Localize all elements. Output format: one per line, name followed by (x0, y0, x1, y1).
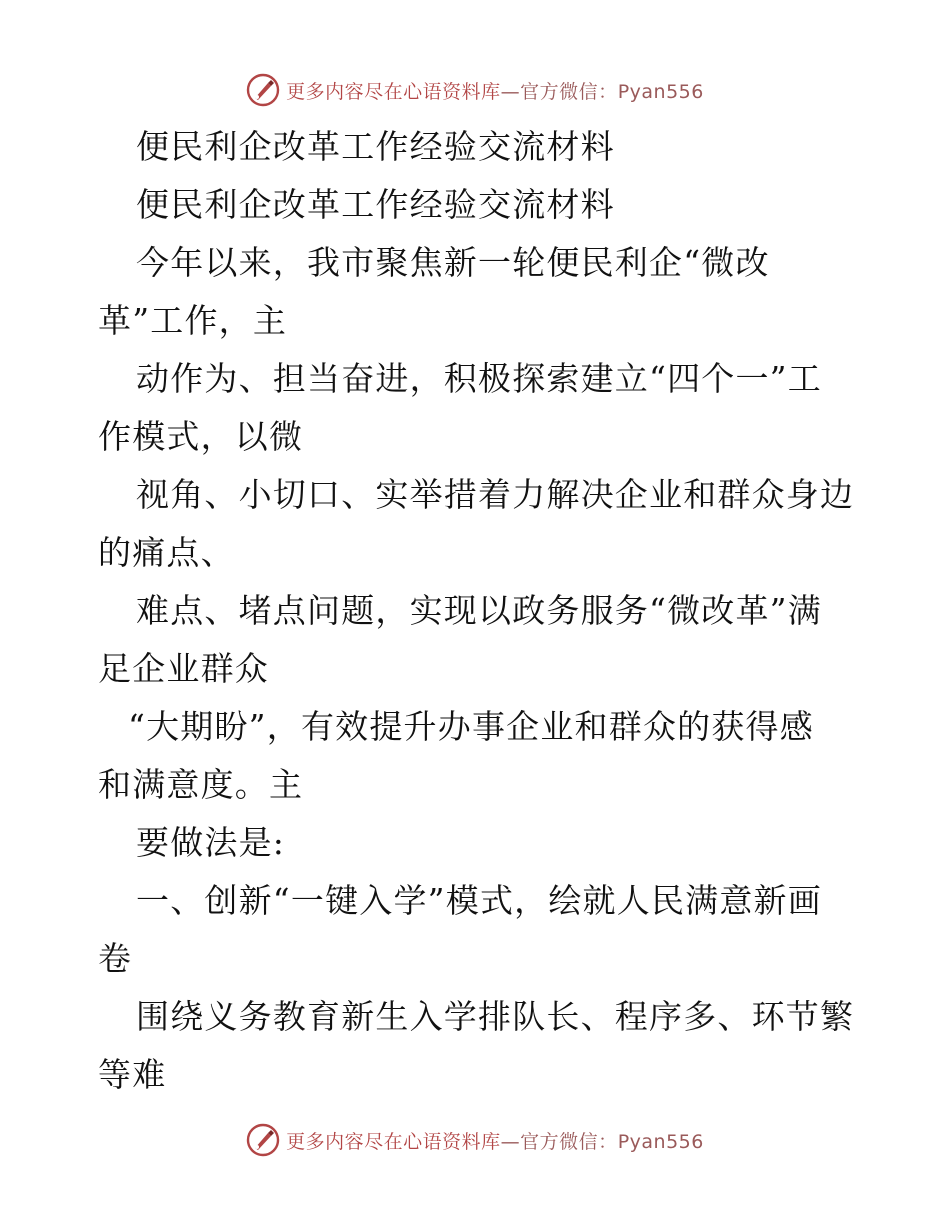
paragraph-line: 和满意度。主 (98, 765, 304, 804)
pen-seal-logo-icon (246, 1123, 280, 1157)
banner-text (286, 77, 704, 104)
doc-title-repeat: 便民利企改革工作经验交流材料 (136, 185, 615, 224)
banner-main-text: 更多内容尽在心语资料库 (286, 80, 501, 103)
pen-seal-logo-icon (246, 73, 280, 107)
section-heading: 一、创新“一键入学”模式，绘就人民满意新画 (136, 881, 822, 920)
paragraph-line: 革”工作，主 (98, 301, 288, 340)
paragraph-line: 动作为、担当奋进，积极探索建立“四个一”工 (136, 359, 822, 398)
document-body (98, 118, 858, 1104)
banner-wechat-label: 官方微信： (520, 1130, 618, 1153)
paragraph-line: 围绕义务教育新生入学排队长、程序多、环节繁 (136, 997, 855, 1036)
banner-wechat-id: Pyan556 (617, 1130, 704, 1153)
banner-text (286, 1127, 704, 1154)
paragraph-line: 难点、堵点问题，实现以政务服务“微改革”满 (136, 591, 822, 630)
banner-separator: — (500, 80, 521, 103)
paragraph-line: 足企业群众 (98, 649, 269, 688)
banner-wechat-label: 官方微信： (520, 80, 618, 103)
footer-banner-content (246, 1123, 704, 1157)
header-banner-content (246, 73, 704, 107)
banner-separator: — (500, 1130, 521, 1153)
banner-main-text: 更多内容尽在心语资料库 (286, 1130, 501, 1153)
paragraph-line: 作模式，以微 (98, 417, 304, 456)
paragraph-line: 等难 (98, 1055, 167, 1094)
section-heading-cont: 卷 (98, 939, 133, 978)
banner-wechat-id: Pyan556 (617, 80, 704, 103)
paragraph-line: 的痛点、 (98, 533, 235, 572)
header-banner (0, 70, 950, 110)
footer-banner (0, 1120, 950, 1160)
paragraph-line: 视角、小切口、实举措着力解决企业和群众身边 (136, 475, 855, 514)
paragraph-line: 今年以来，我市聚焦新一轮便民利企“微改 (136, 243, 770, 282)
paragraph-line: 要做法是: (136, 823, 286, 862)
paragraph-line: “大期盼”，有效提升办事企业和群众的获得感 (128, 707, 814, 746)
doc-title: 便民利企改革工作经验交流材料 (136, 127, 615, 166)
